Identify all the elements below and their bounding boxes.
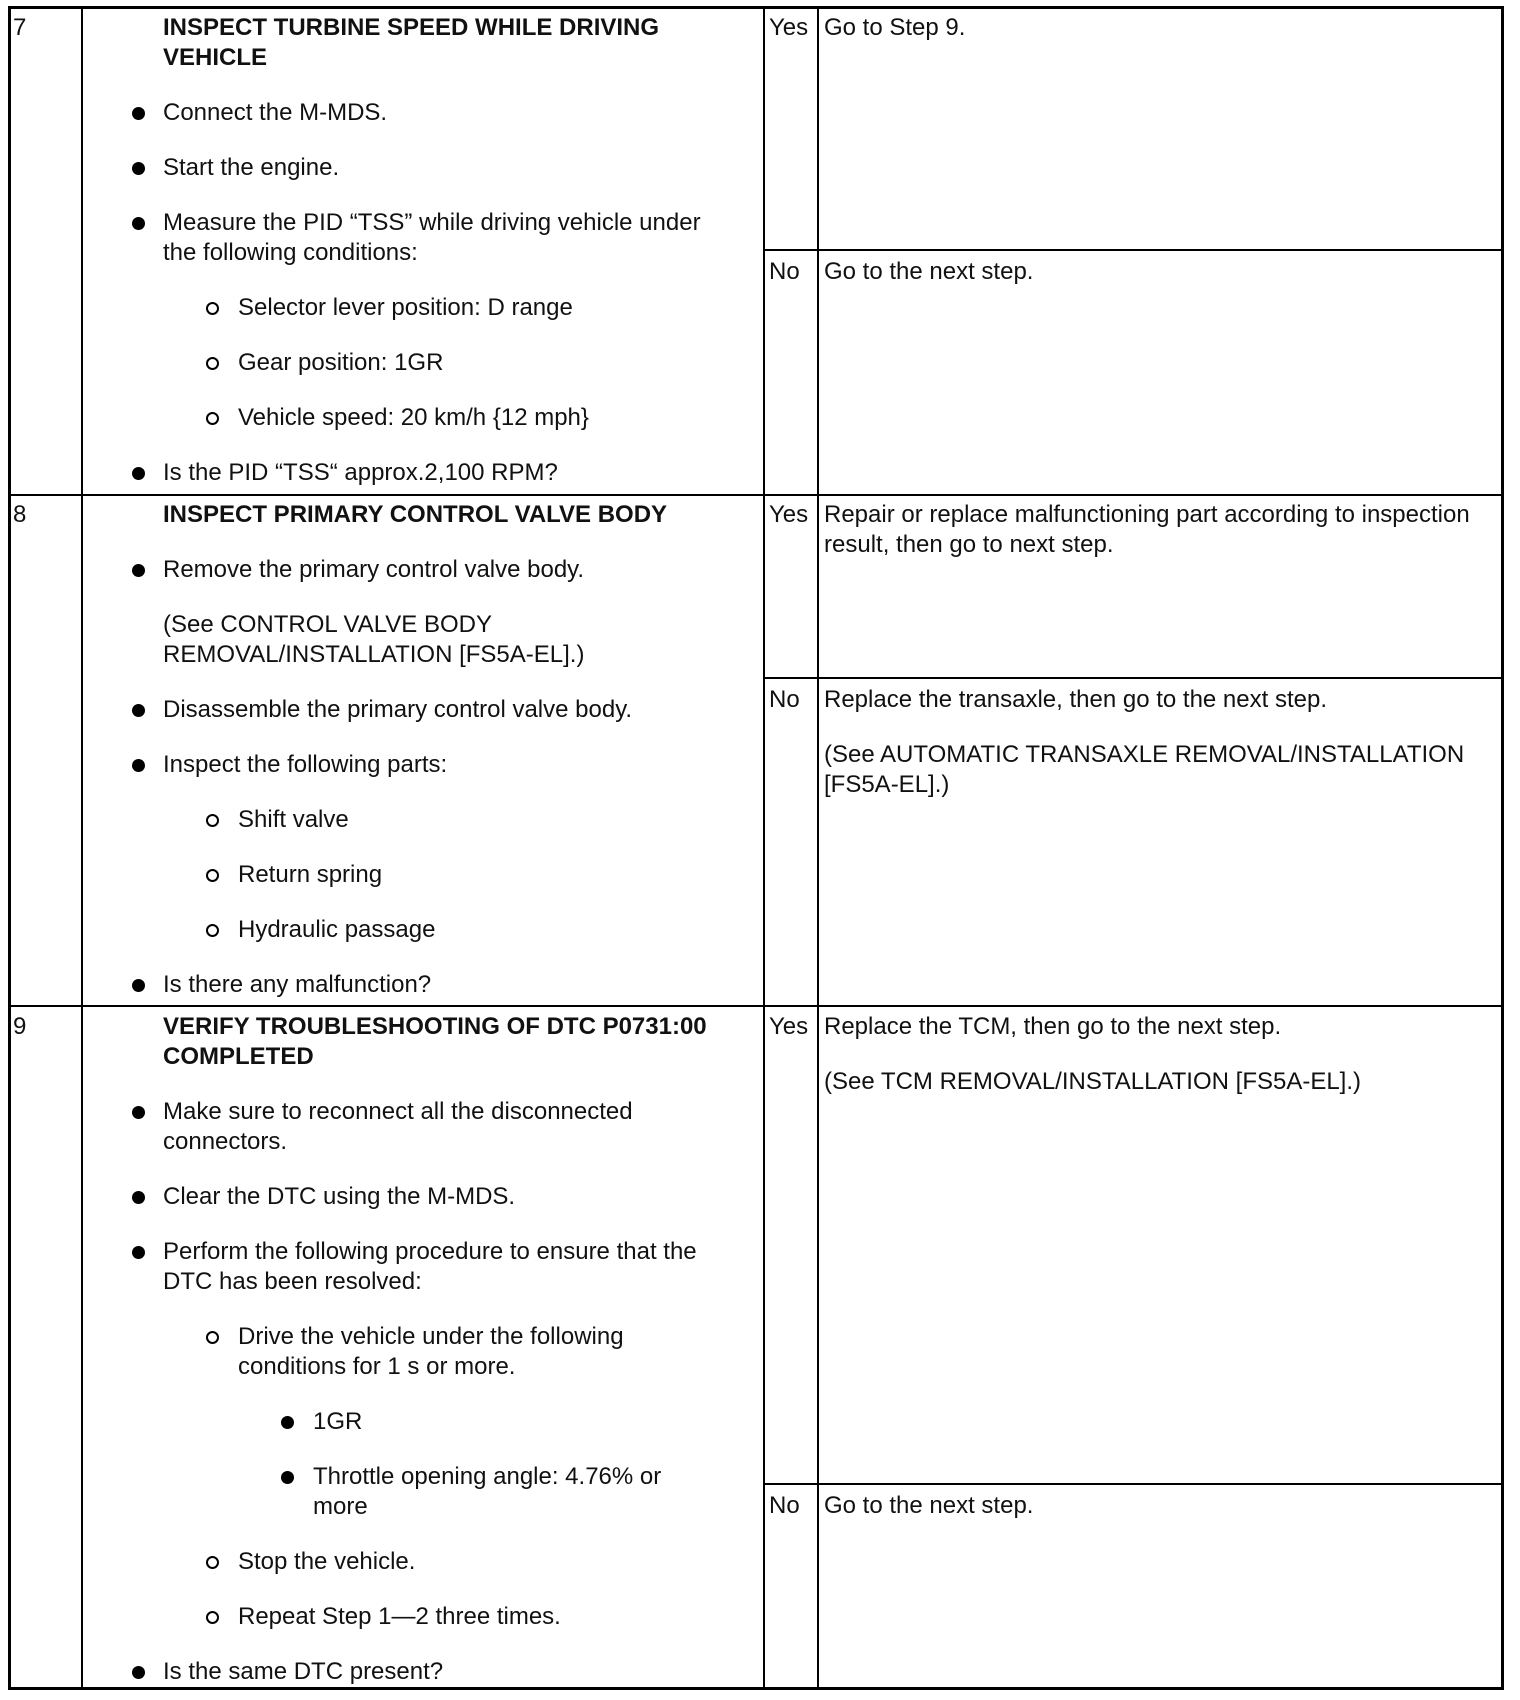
no-label: No xyxy=(769,258,800,285)
sub-sub-bullet-dot xyxy=(281,1471,294,1484)
bullet-dot xyxy=(132,759,145,772)
step-title: COMPLETED xyxy=(163,1043,314,1070)
sub-bullet-circle xyxy=(206,412,219,425)
step-title: INSPECT TURBINE SPEED WHILE DRIVING xyxy=(163,14,660,41)
step-title: INSPECT PRIMARY CONTROL VALVE BODY xyxy=(163,501,668,528)
no-action: Go to the next step. xyxy=(824,258,1034,285)
sub-bullet-circle xyxy=(206,1556,219,1569)
yes-label: Yes xyxy=(769,501,809,528)
bullet-dot xyxy=(132,467,145,480)
yes-label: Yes xyxy=(769,1013,809,1040)
yes-action: Replace the TCM, then go to the next step. xyxy=(824,1013,1282,1040)
column-divider xyxy=(763,6,765,1690)
yes-label: Yes xyxy=(769,14,809,41)
no-reference: [FS5A-EL].) xyxy=(824,771,950,798)
step-item: Disassemble the primary control valve body. xyxy=(163,696,633,723)
step-subsubitem: 1GR xyxy=(313,1408,363,1435)
bullet-dot xyxy=(132,979,145,992)
yes-reference: (See TCM REMOVAL/INSTALLATION [FS5A-EL].) xyxy=(824,1068,1362,1095)
step-subitem: Selector lever position: D range xyxy=(238,294,573,321)
sub-bullet-circle xyxy=(206,814,219,827)
yes-action: Repair or replace malfunctioning part according to inspection xyxy=(824,501,1470,528)
step-number: 9 xyxy=(13,1013,27,1040)
yes-no-divider xyxy=(764,249,1504,251)
no-reference: (See AUTOMATIC TRANSAXLE REMOVAL/INSTALLATION xyxy=(824,741,1465,768)
yes-action: Go to Step 9. xyxy=(824,14,966,41)
yes-action: result, then go to next step. xyxy=(824,531,1114,558)
step-item: DTC has been resolved: xyxy=(163,1268,422,1295)
step-title: VERIFY TROUBLESHOOTING OF DTC P0731:00 xyxy=(163,1013,707,1040)
bullet-dot xyxy=(132,1191,145,1204)
step-subitem: Return spring xyxy=(238,861,383,888)
yes-no-divider xyxy=(764,677,1504,679)
step-item: the following conditions: xyxy=(163,239,418,266)
step-item: Remove the primary control valve body. xyxy=(163,556,585,583)
step-item: Perform the following procedure to ensure that the xyxy=(163,1238,697,1265)
column-divider xyxy=(817,6,819,1690)
step-item: Make sure to reconnect all the disconnected xyxy=(163,1098,633,1125)
step-item: Connect the M-MDS. xyxy=(163,99,388,126)
step-number: 8 xyxy=(13,501,27,528)
step-subitem: Repeat Step 1—2 three times. xyxy=(238,1603,561,1630)
bullet-dot xyxy=(132,564,145,577)
step-reference: REMOVAL/INSTALLATION [FS5A-EL].) xyxy=(163,641,585,668)
step-subitem: Drive the vehicle under the following xyxy=(238,1323,624,1350)
step-title: VEHICLE xyxy=(163,44,268,71)
step-item: Clear the DTC using the M-MDS. xyxy=(163,1183,516,1210)
bullet-dot xyxy=(132,704,145,717)
bullet-dot xyxy=(132,1106,145,1119)
step-item: connectors. xyxy=(163,1128,288,1155)
sub-bullet-circle xyxy=(206,302,219,315)
step-subitem: Stop the vehicle. xyxy=(238,1548,416,1575)
row-divider xyxy=(8,1005,1504,1007)
no-action: Replace the transaxle, then go to the next step. xyxy=(824,686,1327,713)
column-divider xyxy=(81,6,83,1690)
step-subsubitem: Throttle opening angle: 4.76% or xyxy=(313,1463,662,1490)
sub-bullet-circle xyxy=(206,869,219,882)
step-subitem: conditions for 1 s or more. xyxy=(238,1353,516,1380)
step-question: Is there any malfunction? xyxy=(163,971,432,998)
step-reference: (See CONTROL VALVE BODY xyxy=(163,611,492,638)
bullet-dot xyxy=(132,162,145,175)
no-label: No xyxy=(769,686,800,713)
step-question: Is the PID “TSS“ approx.2,100 RPM? xyxy=(163,459,558,486)
step-number: 7 xyxy=(13,14,27,41)
sub-bullet-circle xyxy=(206,357,219,370)
sub-sub-bullet-dot xyxy=(281,1416,294,1429)
sub-bullet-circle xyxy=(206,1331,219,1344)
step-subitem: Hydraulic passage xyxy=(238,916,436,943)
bullet-dot xyxy=(132,1246,145,1259)
no-label: No xyxy=(769,1492,800,1519)
bullet-dot xyxy=(132,1666,145,1679)
row-divider xyxy=(8,494,1504,496)
yes-no-divider xyxy=(764,1483,1504,1485)
step-subitem: Vehicle speed: 20 km/h {12 mph} xyxy=(238,404,589,431)
step-subitem: Gear position: 1GR xyxy=(238,349,444,376)
step-question: Is the same DTC present? xyxy=(163,1658,444,1685)
step-subitem: Shift valve xyxy=(238,806,349,833)
bullet-dot xyxy=(132,217,145,230)
sub-bullet-circle xyxy=(206,1611,219,1624)
sub-bullet-circle xyxy=(206,924,219,937)
step-subsubitem: more xyxy=(313,1493,368,1520)
step-item: Measure the PID “TSS” while driving vehicle under xyxy=(163,209,701,236)
step-item: Start the engine. xyxy=(163,154,340,181)
step-item: Inspect the following parts: xyxy=(163,751,448,778)
bullet-dot xyxy=(132,107,145,120)
no-action: Go to the next step. xyxy=(824,1492,1034,1519)
